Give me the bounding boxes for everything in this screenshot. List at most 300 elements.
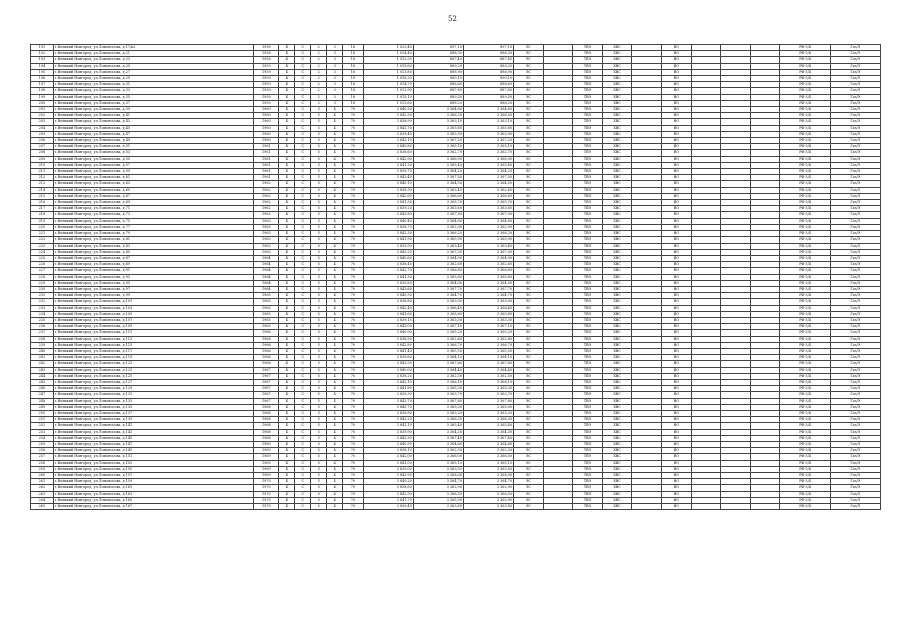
table-cell: 194 [31,63,54,69]
table-cell: 3 838,20 [363,373,413,379]
table-cell: ВО [662,454,692,460]
table-cell: ТВЭ [573,51,603,57]
table-cell: Б [279,417,295,423]
table-cell: 4 [327,243,343,249]
table-cell: 4 [327,231,343,237]
table-cell: ХВС [602,175,632,181]
table-cell: 70 [343,473,364,479]
table-cell: ЭС [514,379,544,385]
table-cell: РФ-3/4 [780,311,830,317]
table-cell: 3 366,30 [463,113,513,119]
table-cell: Газ/Э [830,417,880,423]
table-cell: 2 [311,57,327,63]
table-cell: С [295,280,311,286]
table-cell: ХВС [602,45,632,51]
table-cell: 1958 [254,57,279,63]
table-cell: 3 841,90 [363,237,413,243]
table-cell: Б [279,187,295,193]
table-cell: ТВЭ [573,255,603,261]
table-cell: ХВС [602,417,632,423]
table-cell: Б [279,175,295,181]
table-cell: 3 364,50 [413,181,463,187]
table-cell: С [295,262,311,268]
table-cell: 18 [343,69,364,75]
table-cell: 3 839,50 [363,243,413,249]
table-cell: РФ-3/4 [780,125,830,131]
table-cell: ЭС [514,485,544,491]
table-cell: 18 [343,100,364,106]
table-cell: 3 363,10 [413,119,463,125]
table-cell: 3 365,10 [413,460,463,466]
table-cell: 70 [343,497,364,503]
table-cell: РФ-3/4 [780,100,830,106]
table-cell: Газ/Э [830,125,880,131]
table-cell: Б [279,379,295,385]
table-cell [543,504,573,510]
table-cell: г.Великий Новгород, ул.Ломоносова, д.119 [53,355,254,361]
table-cell: ХВС [602,150,632,156]
table-cell: 5 [311,150,327,156]
table-cell: 5 [311,398,327,404]
table-cell: РФ-3/4 [780,342,830,348]
table-cell: Б [279,76,295,82]
table-cell: 3 364,70 [413,293,463,299]
table-cell: 234 [31,311,54,317]
table-cell: 4 [327,255,343,261]
table-cell: 1961 [254,175,279,181]
table-cell: 1962 [254,187,279,193]
table-cell: 3 [327,76,343,82]
table-cell: ТВЭ [573,367,603,373]
table-cell: г.Великий Новгород, ул.Ломоносова, д.97 [53,286,254,292]
table-cell: 242 [31,361,54,367]
table-cell: 3 842,50 [363,113,413,119]
table-cell: ВО [662,435,692,441]
table-cell: г.Великий Новгород, ул.Ломоносова, д.129 [53,386,254,392]
table-cell: 70 [343,311,364,317]
table-cell: ВО [662,330,692,336]
table-cell: 1 014,70 [363,82,413,88]
table-cell: 3 362,50 [413,373,463,379]
table-cell: ТВЭ [573,181,603,187]
table-cell: 5 [311,187,327,193]
table-cell: 3 363,70 [413,392,463,398]
table-cell: 5 [311,311,327,317]
table-cell: Б [279,473,295,479]
table-cell: ЭС [514,460,544,466]
table-cell: Газ/Э [830,138,880,144]
table-cell: 1962 [254,206,279,212]
table-cell: ХВС [602,293,632,299]
table-cell: Газ/Э [830,150,880,156]
table-cell: 244 [31,373,54,379]
table-cell: 3 838,50 [363,336,413,342]
table-cell: С [295,94,311,100]
table-cell: РФ-3/4 [780,299,830,305]
table-cell: ТВЭ [573,435,603,441]
table-cell: 219 [31,218,54,224]
table-cell: Б [279,144,295,150]
table-cell: Б [279,392,295,398]
table-cell: ВО [662,249,692,255]
table-cell: 70 [343,417,364,423]
table-cell: 4 [327,392,343,398]
table-cell: 3 840,20 [363,107,413,113]
table-cell: ТВЭ [573,94,603,100]
table-cell: ВО [662,82,692,88]
table-cell: ЭС [514,206,544,212]
table-cell: ТВЭ [573,162,603,168]
table-cell: Газ/Э [830,348,880,354]
table-cell: 3 366,80 [413,268,463,274]
table-cell: 4 [327,317,343,323]
table-cell: Б [279,398,295,404]
table-cell: 191 [31,45,54,51]
table-cell: 5 [311,293,327,299]
table-cell: 3 364,70 [463,479,513,485]
table-cell: ХВС [602,51,632,57]
table-cell: 5 [311,435,327,441]
table-cell: 1966 [254,330,279,336]
table-cell: 3 366,70 [413,342,463,348]
table-cell: 70 [343,317,364,323]
table-cell: С [295,187,311,193]
table-cell: 5 [311,317,327,323]
table-cell: 70 [343,224,364,230]
table-cell: 3 841,70 [363,497,413,503]
table-cell: 897,10 [463,45,513,51]
table-cell: С [295,504,311,510]
table-cell: 70 [343,404,364,410]
table-cell: 3 839,70 [363,169,413,175]
table-cell: 70 [343,479,364,485]
table-cell: РФ-3/4 [780,305,830,311]
table-cell: ЭС [514,417,544,423]
table-cell: г.Великий Новгород, ул.Ломоносова, д.115 [53,342,254,348]
table-cell: Газ/Э [830,237,880,243]
table-cell: ХВС [602,330,632,336]
table-cell: 70 [343,268,364,274]
table-cell: Газ/Э [830,330,880,336]
table-cell: ХВС [602,373,632,379]
table-cell: ЭС [514,317,544,323]
table-cell: 18 [343,82,364,88]
table-cell: 70 [343,324,364,330]
table-cell: 4 [327,200,343,206]
table-cell: Б [279,485,295,491]
table-cell: ТВЭ [573,336,603,342]
table-cell: 1966 [254,336,279,342]
table-cell: 5 [311,379,327,385]
table-cell: Газ/Э [830,460,880,466]
table-cell: ЭС [514,435,544,441]
table-cell: ЭС [514,69,544,75]
table-cell: РФ-3/4 [780,231,830,237]
table-cell: 1960 [254,125,279,131]
table-cell: 205 [31,131,54,137]
table-cell: Газ/Э [830,317,880,323]
table-cell: 3 363,80 [413,504,463,510]
table-cell: 70 [343,150,364,156]
table-cell: ТВЭ [573,429,603,435]
table-cell: 224 [31,249,54,255]
table-cell: ТВЭ [573,504,603,510]
table-cell: РФ-3/4 [780,466,830,472]
table-cell: 3 363,90 [413,131,463,137]
table-cell: 3 365,40 [413,162,463,168]
table-cell: ЭС [514,255,544,261]
table-cell: ТВЭ [573,324,603,330]
table-cell: С [295,268,311,274]
table-cell: г.Великий Новгород, ул.Ломоносова, д.99 [53,293,254,299]
table-cell: 211 [31,169,54,175]
table-cell: 3 363,00 [413,299,463,305]
table-cell: 3 841,80 [363,386,413,392]
table-cell: 264 [31,497,54,503]
table-cell: Б [279,410,295,416]
table-cell: ХВС [602,491,632,497]
table-cell: г.Великий Новгород, ул.Ломоносова, д.21 [53,51,254,57]
table-cell: 70 [343,392,364,398]
table-cell: 4 [327,417,343,423]
table-cell: ХВС [602,169,632,175]
table-cell: 5 [311,218,327,224]
table-cell: РФ-3/4 [780,212,830,218]
table-cell: Б [279,286,295,292]
table-cell: 195 [31,69,54,75]
table-cell: 238 [31,336,54,342]
table-cell: 3 363,80 [463,504,513,510]
table-cell: 5 [311,125,327,131]
table-cell: 70 [343,491,364,497]
table-cell: 5 [311,342,327,348]
table-cell: ХВС [602,57,632,63]
table-cell: 236 [31,324,54,330]
table-cell: ХВС [602,94,632,100]
table-cell: С [295,392,311,398]
table-cell: С [295,63,311,69]
table-cell: ВО [662,423,692,429]
table-cell: 4 [327,448,343,454]
table-cell: ЭС [514,243,544,249]
table-cell: 3 838,60 [363,485,413,491]
table-cell: 3 [327,88,343,94]
table-cell: 3 364,60 [463,442,513,448]
table-cell: 3 365,60 [463,274,513,280]
table-cell: 70 [343,342,364,348]
table-cell: 70 [343,293,364,299]
table-cell: 3 841,10 [363,423,413,429]
table-cell: 3 365,00 [463,404,513,410]
table-cell: г.Великий Новгород, ул.Ломоносова, д.39 [53,107,254,113]
table-cell: ВО [662,113,692,119]
table-cell: ЭС [514,138,544,144]
table-cell: С [295,460,311,466]
table-cell: ТВЭ [573,386,603,392]
table-cell: 1 012,90 [363,88,413,94]
table-cell: С [295,150,311,156]
table-cell: С [295,175,311,181]
table-cell: ЭС [514,392,544,398]
table-cell: 3 363,40 [413,243,463,249]
table-cell: ЭС [514,224,544,230]
table-cell: ВО [662,218,692,224]
table-cell: 70 [343,435,364,441]
table-cell: РФ-3/4 [780,379,830,385]
table-cell: Газ/Э [830,442,880,448]
table-cell: РФ-3/4 [780,286,830,292]
table-cell: ЭС [514,348,544,354]
table-cell: РФ-3/4 [780,497,830,503]
table-cell: 70 [343,305,364,311]
table-cell: Газ/Э [830,355,880,361]
table-cell: 1 016,20 [363,76,413,82]
table-cell: 5 [311,181,327,187]
table-cell: ЭС [514,200,544,206]
table-cell: 3 838,40 [363,262,413,268]
table-cell: ТВЭ [573,63,603,69]
table-cell: ХВС [602,138,632,144]
table-cell: 3 840,40 [363,218,413,224]
table-cell: ТВЭ [573,299,603,305]
table-cell: Газ/Э [830,373,880,379]
table-cell: ХВС [602,342,632,348]
table-cell: 5 [311,330,327,336]
table-cell: 1967 [254,392,279,398]
table-cell: ТВЭ [573,485,603,491]
table-cell: 193 [31,57,54,63]
table-cell: 3 362,40 [463,187,513,193]
table-cell: ХВС [602,231,632,237]
table-cell: РФ-3/4 [780,280,830,286]
table-cell: ХВС [602,113,632,119]
table-cell: 3 364,10 [413,355,463,361]
table-cell: 1969 [254,466,279,472]
table-cell: 1965 [254,293,279,299]
table-cell: 3 843,40 [363,175,413,181]
table-cell: ХВС [602,88,632,94]
table-cell: РФ-3/4 [780,162,830,168]
table-cell: ТВЭ [573,206,603,212]
table-cell: 1959 [254,100,279,106]
table-cell: 233 [31,305,54,311]
table-cell: 3 842,40 [363,305,413,311]
table-cell: 70 [343,144,364,150]
table-cell: ХВС [602,206,632,212]
table-cell: Газ/Э [830,131,880,137]
table-cell: 4 [327,218,343,224]
table-cell: 257 [31,454,54,460]
table-cell: ХВС [602,392,632,398]
table-cell: С [295,355,311,361]
table-cell: ТВЭ [573,330,603,336]
table-cell: 1970 [254,497,279,503]
table-cell: г.Великий Новгород, ул.Ломоносова, д.33 [53,88,254,94]
table-cell: 4 [327,435,343,441]
table-cell: 3 840,30 [363,293,413,299]
table-cell: ВО [662,237,692,243]
table-cell: 4 [327,504,343,510]
table-cell: 1968 [254,410,279,416]
table-cell: г.Великий Новгород, ул.Ломоносова, д.145 [53,435,254,441]
table-cell: 4 [327,410,343,416]
table-cell: 213 [31,181,54,187]
table-cell: ВО [662,342,692,348]
table-cell: ТВЭ [573,311,603,317]
table-cell: 5 [311,237,327,243]
table-cell: 3 364,80 [463,218,513,224]
table-cell: ТВЭ [573,293,603,299]
table-cell: Газ/Э [830,162,880,168]
table-cell: 3 838,60 [363,150,413,156]
table-cell: ВО [662,88,692,94]
table-cell: ТВЭ [573,88,603,94]
table-cell: г.Великий Новгород, ул.Ломоносова, д.131 [53,392,254,398]
table-cell: 3 364,00 [413,280,463,286]
table-cell: ТВЭ [573,268,603,274]
table-cell: Газ/Э [830,212,880,218]
table-cell: 1959 [254,69,279,75]
table-cell: РФ-3/4 [780,206,830,212]
table-cell: ЭС [514,442,544,448]
table-cell: 1959 [254,88,279,94]
table-cell: ЭС [514,373,544,379]
table-cell: 1970 [254,485,279,491]
table-cell: ХВС [602,299,632,305]
table-cell: Б [279,150,295,156]
table-cell: ХВС [602,181,632,187]
table-cell: ХВС [602,243,632,249]
table-cell: 5 [311,243,327,249]
table-cell: 888,90 [463,69,513,75]
table-cell: 3 366,00 [413,454,463,460]
table-cell: 229 [31,280,54,286]
table-cell: 3 362,30 [413,448,463,454]
table-cell: 216 [31,200,54,206]
table-cell: 204 [31,125,54,131]
table-cell: 1961 [254,156,279,162]
table-cell: 888,20 [413,100,463,106]
table-cell: ЭС [514,193,544,199]
table-cell: С [295,249,311,255]
table-cell: 3 [327,82,343,88]
table-cell: ВО [662,193,692,199]
table-cell: г.Великий Новгород, ул.Ломоносова, д.103 [53,305,254,311]
table-cell: 3 366,20 [413,231,463,237]
table-cell: 3 366,50 [413,491,463,497]
table-cell: Б [279,193,295,199]
table-cell: ТВЭ [573,479,603,485]
table-cell: 3 843,30 [363,435,413,441]
table-cell: 210 [31,162,54,168]
table-cell: 5 [311,175,327,181]
table-cell: ЭС [514,156,544,162]
table-cell: 3 842,10 [363,379,413,385]
table-cell: 3 840,70 [363,404,413,410]
table-cell: ЭС [514,249,544,255]
table-cell: ЭС [514,479,544,485]
table-cell: ХВС [602,218,632,224]
table-cell: 5 [311,299,327,305]
table-cell: 4 [327,311,343,317]
table-cell: Газ/Э [830,466,880,472]
table-cell: РФ-3/4 [780,224,830,230]
page-number: 52 [448,15,457,23]
table-cell: 1964 [254,255,279,261]
table-cell: С [295,255,311,261]
table-cell: РФ-3/4 [780,479,830,485]
table-cell: РФ-3/4 [780,274,830,280]
